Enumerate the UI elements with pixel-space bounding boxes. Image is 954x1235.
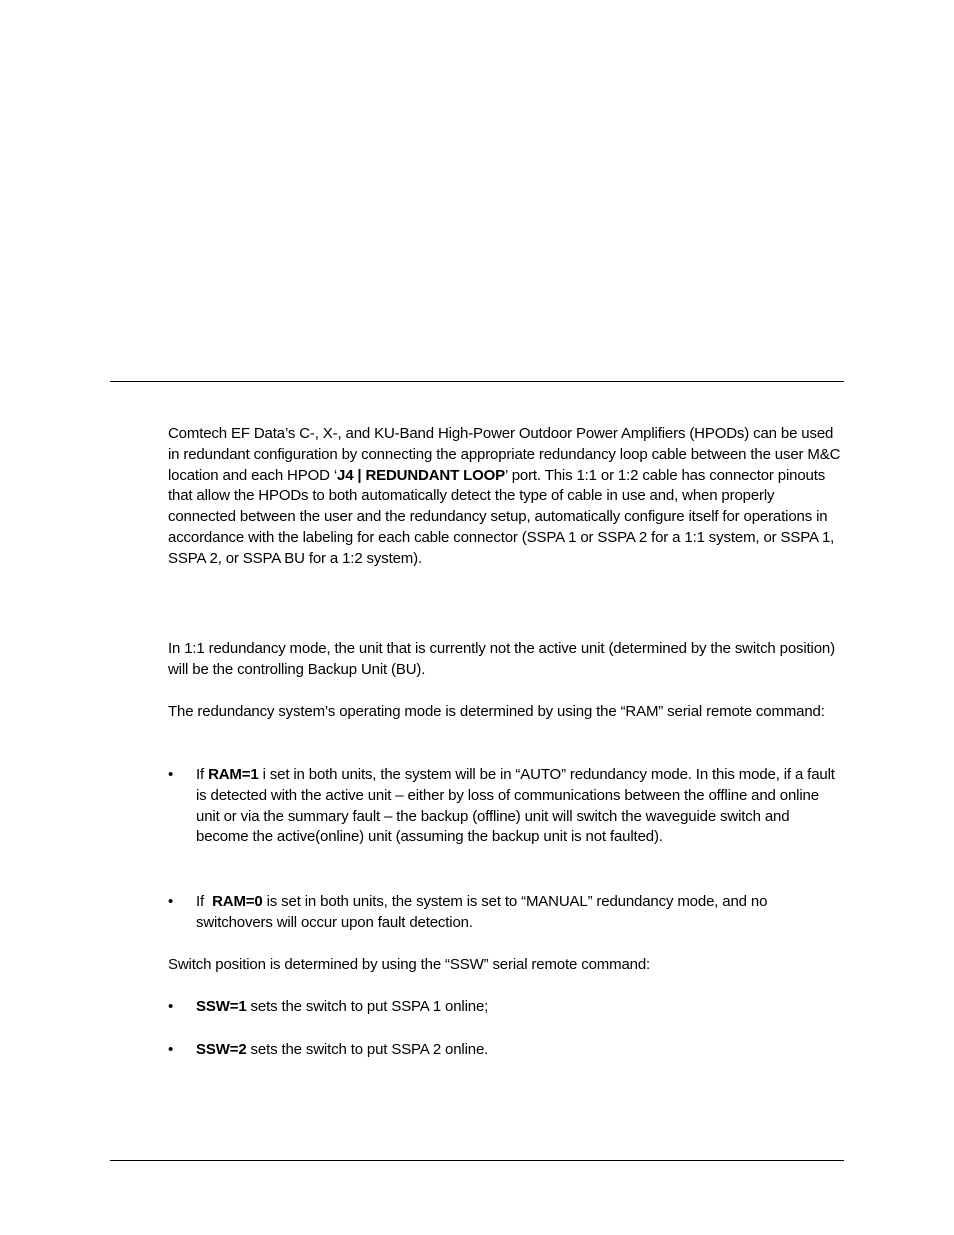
command-ssw1: SSW=1 xyxy=(196,998,247,1015)
list-item-text xyxy=(196,997,844,1018)
bullet-icon: • xyxy=(168,893,174,910)
bullet-icon: • xyxy=(168,998,174,1015)
command-ram0: RAM=0 xyxy=(212,893,263,910)
command-ssw2: SSW=2 xyxy=(196,1041,247,1058)
list-item-text xyxy=(196,1040,844,1061)
list-item-text xyxy=(196,765,844,848)
list-item-description: i set in both units, the system will be in “AUTO” redundancy mode. In this mode, if a fault is detected with the active unit – either by loss of communications between the offline and online unit or via the summary fault – the backup (offline) unit will switch the waveguide switch and become the active(online) unit (assuming the backup unit is not faulted). xyxy=(196,766,835,846)
ssw-command-paragraph: Switch position is determined by using the “SSW” serial remote command: xyxy=(168,956,651,973)
intro-paragraph xyxy=(168,424,844,570)
list-item-description: sets the switch to put SSPA 1 online; xyxy=(246,998,489,1015)
list-item-prefix: If xyxy=(196,893,213,910)
ram-command-paragraph: The redundancy system’s operating mode is determined by using the “RAM” serial remote command: xyxy=(168,703,825,720)
footer-divider xyxy=(110,1160,844,1161)
redundancy-mode-paragraph: In 1:1 redundancy mode, the unit that is currently not the active unit (determined by the switch position) will be the controlling Backup Unit (BU). xyxy=(168,640,835,678)
intro-text-a: Comtech EF Data’s C-, X-, and KU-Band High-Power Outdoor Power Amplifiers (HPODs) can be used in redundant configuration by connecting the appropriate redundancy loop cable between the user M&C location and each HPOD ‘ xyxy=(168,425,841,484)
list-item-description: is set in both units, the system is set to “MANUAL” redundancy mode, and no switchovers will occur upon fault detection. xyxy=(196,893,768,931)
bullet-icon: • xyxy=(168,1041,174,1058)
list-item-description: sets the switch to put SSPA 2 online. xyxy=(246,1041,489,1058)
list-item-text xyxy=(196,892,844,934)
section-divider-top xyxy=(110,381,844,382)
port-label: J4 | REDUNDANT LOOP xyxy=(337,466,506,484)
intro-text-b: ’ port. This 1:1 or 1:2 cable has connector pinouts that allow the HPODs to both automatically detect the type of cable in use and, when properly connected between the user and the redundancy setup, automatically configure itself for operations in accordance with the labeling for each cable connector (SSPA 1 or SSPA 2 for a 1:1 system, or SSPA 1, SSPA 2, or SSPA BU for a 1:2 system). xyxy=(168,466,835,567)
command-ram1: RAM=1 xyxy=(208,766,259,783)
list-item-prefix: If xyxy=(196,766,209,783)
bullet-icon: • xyxy=(168,766,174,783)
